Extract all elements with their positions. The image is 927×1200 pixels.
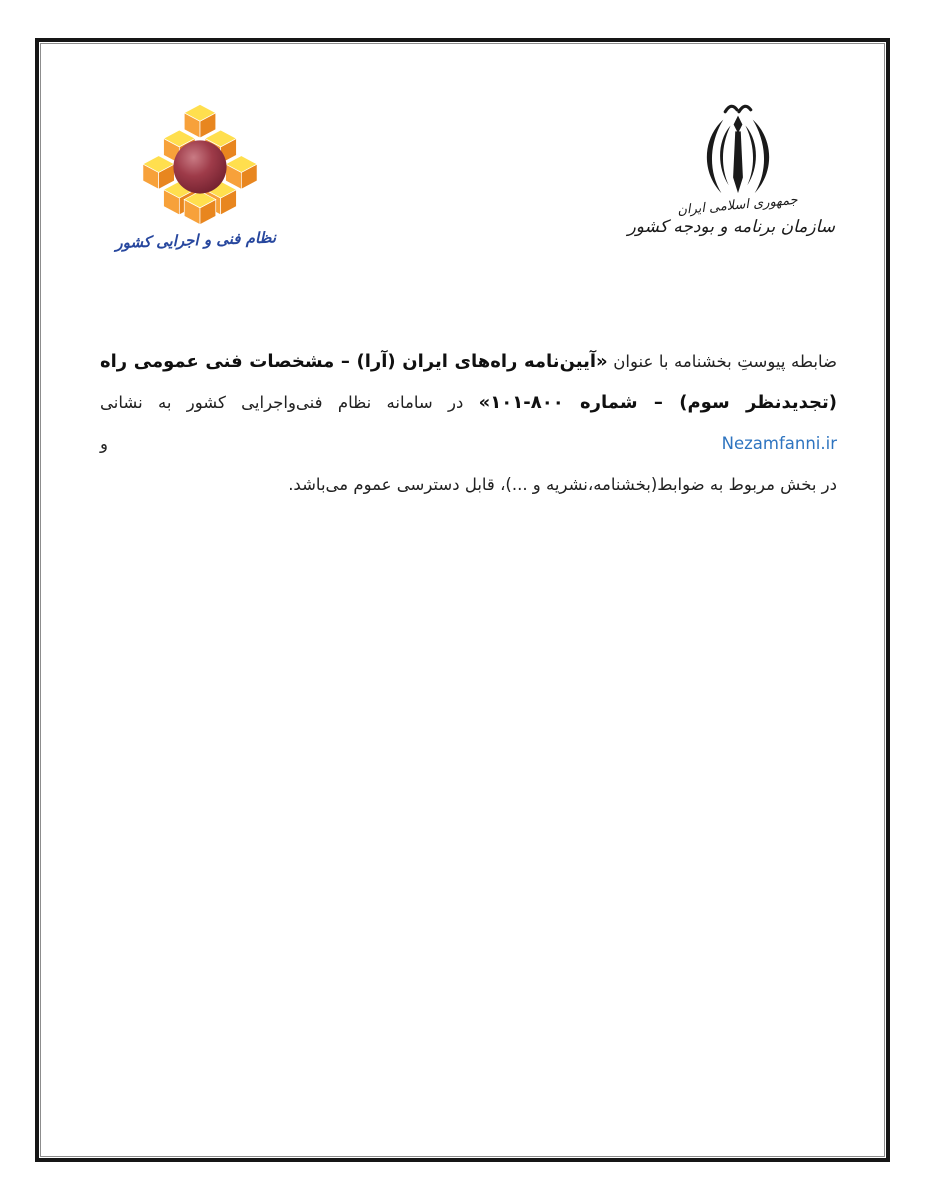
iran-national-emblem-icon <box>688 99 788 197</box>
document-title-bold: «آیین‌نامه راه‌های ایران (آرا) – مشخصات فنی عمومی راه <box>100 351 608 372</box>
nezam-fanni-logo <box>114 104 277 252</box>
paragraph-text: در سامانه نظام فنی‌واجرایی کشور به نشانی <box>100 393 479 412</box>
emblem-country-title: جمهوری اسلامی ایران <box>676 192 799 219</box>
paragraph-line-1 <box>100 341 837 382</box>
paragraph-text: و <box>100 434 722 453</box>
nezamfanni-website-link[interactable]: Nezamfanni.ir <box>721 434 837 453</box>
crescent-right-inner <box>745 125 756 185</box>
iran-emblem-block <box>627 99 835 237</box>
paragraph-text: در بخش مربوط به ضوابط(بخشنامه،نشریه و ...)، قابل دسترسی عموم می‌باشد. <box>288 475 837 494</box>
paragraph-line-3 <box>100 464 837 505</box>
document-title-bold: (تجدیدنظر سوم) – شماره ۸۰۰-۱۰۱» <box>478 392 837 413</box>
paragraph-line-2 <box>100 382 837 464</box>
emblem-organization-title: سازمان برنامه و بودجه کشور <box>627 217 835 237</box>
sword-head <box>733 116 742 134</box>
sword-shaft <box>733 131 743 193</box>
tashdid <box>725 106 750 111</box>
crescent-left-inner <box>720 125 731 185</box>
sphere <box>173 140 226 193</box>
paragraph-text: ضابطه پیوستِ بخشنامه با عنوان <box>607 352 837 371</box>
body-paragraph <box>100 341 837 505</box>
cubes-sphere-logo-icon <box>126 104 274 230</box>
nezam-fanni-logo-caption: نظام فنی و اجرایی کشور <box>114 228 277 252</box>
